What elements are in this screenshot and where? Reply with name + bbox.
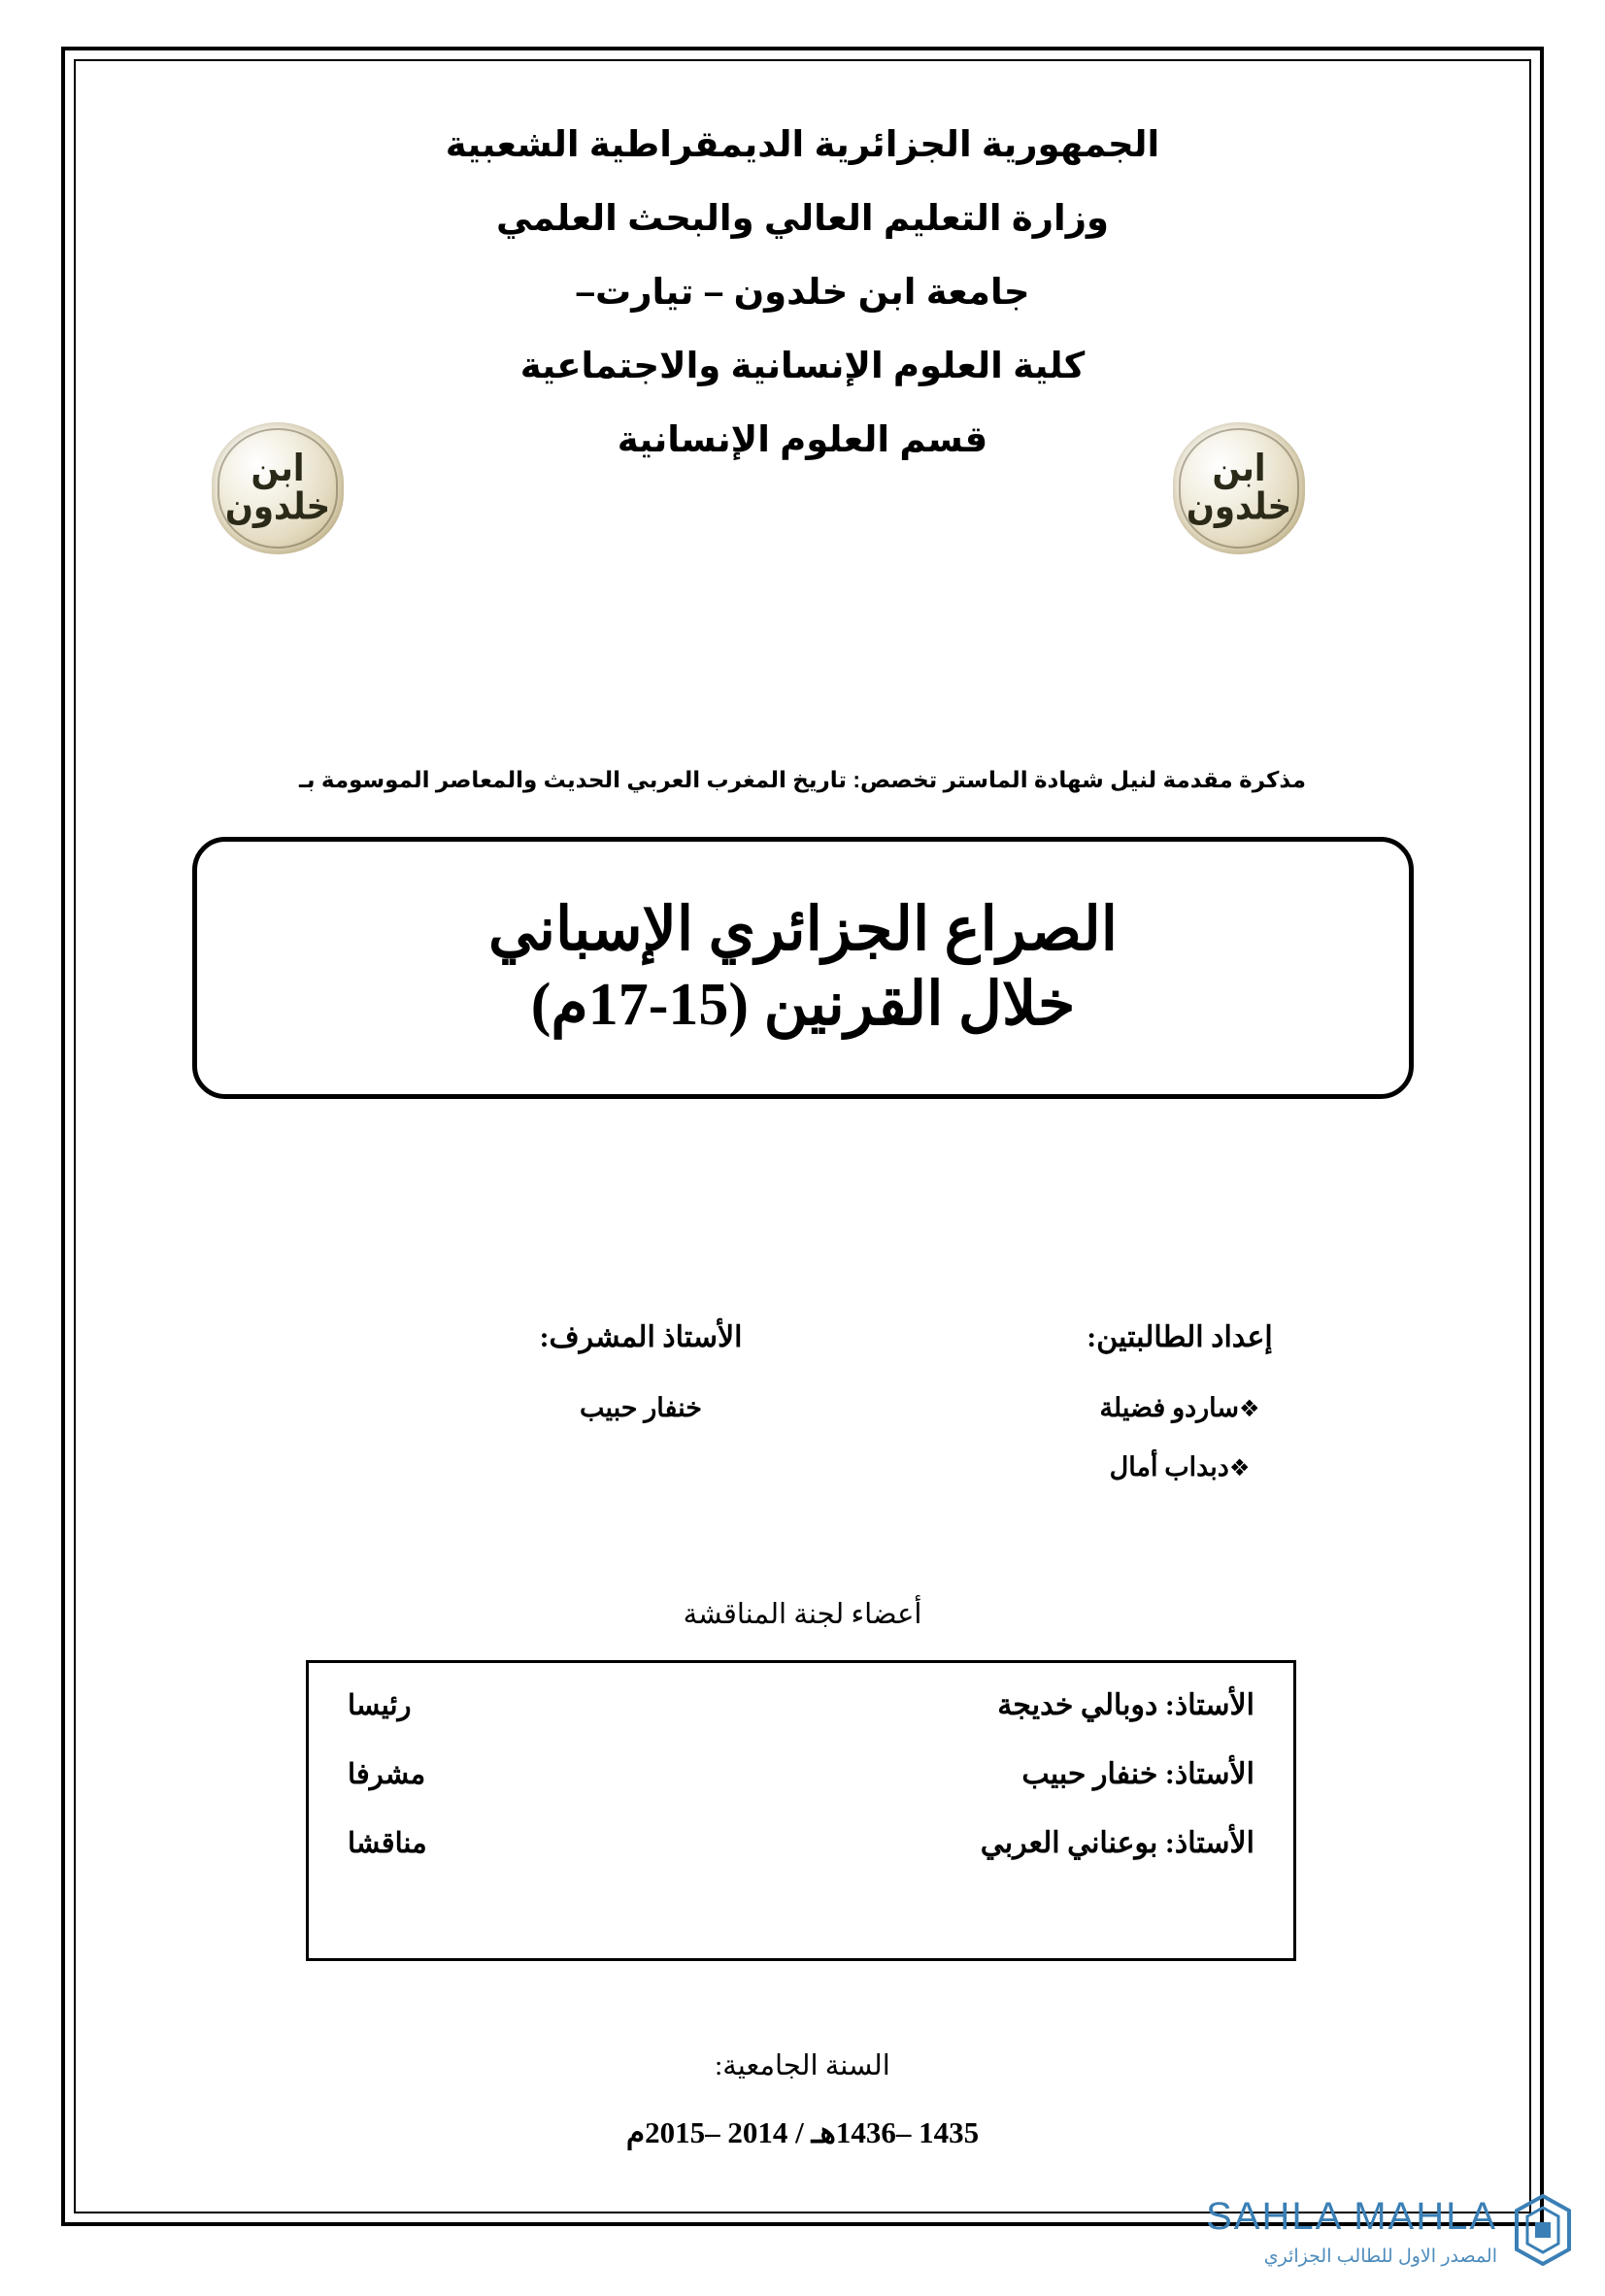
supervisor-heading: الأستاذ المشرف: (539, 1321, 743, 1353)
author-item-2 (879, 1452, 1481, 1482)
authors-column (879, 1320, 1481, 1512)
supervisor-column (388, 1320, 893, 1452)
author-item-1 (879, 1393, 1481, 1423)
author-name-1: ساردو فضيلة (1099, 1393, 1240, 1422)
header-line-department: قسم العلوم الإنسانية (617, 419, 988, 459)
header-line-faculty: كلية العلوم الإنسانية والاجتماعية (519, 346, 1086, 385)
jury-member-name: الأستاذ: بوعناني العربي (980, 1827, 1254, 1859)
bullet-icon: ❖ (1228, 1454, 1251, 1481)
academic-year-section (97, 2048, 1508, 2150)
header-line-university: جامعة ابن خلدون – تيارت– (575, 272, 1030, 312)
jury-row (348, 1826, 1254, 1860)
watermark-logo-icon (1511, 2193, 1575, 2267)
people-section (97, 1320, 1508, 1563)
thesis-title-line-2: خلال القرنين (15-17م) (530, 972, 1076, 1038)
thesis-statement: مذكرة مقدمة لنيل شهادة الماستر تخصص: تاريخ المغرب العربي الحديث والمعاصر الموسومة بـ (299, 767, 1306, 792)
author-name-2: دبداب أمال (1109, 1452, 1229, 1481)
watermark (1173, 2189, 1581, 2296)
header-line-country: الجمهورية الجزائرية الديمقراطية الشعبية (445, 124, 1160, 164)
jury-row (348, 1688, 1254, 1722)
logo-calligraphy-left: ابن خلدون (1186, 447, 1292, 529)
jury-member-name: الأستاذ: دوبالي خديجة (997, 1689, 1254, 1721)
page-content (97, 87, 1508, 2267)
academic-year-value: 1435 –1436هـ / 2014 –2015م (625, 2115, 980, 2149)
institution-header (97, 126, 1508, 495)
jury-member-role: رئيسا (348, 1690, 412, 1721)
header-line-ministry: وزارة التعليم العالي والبحث العلمي (495, 198, 1110, 238)
watermark-tagline: المصدر الاول للطالب الجزائري (1263, 2246, 1497, 2267)
watermark-brand: SAHLA MAHLA (1206, 2195, 1497, 2238)
thesis-title-line-1: الصراع الجزائري الإسباني (488, 896, 1118, 963)
jury-member-role: مشرفا (348, 1759, 426, 1790)
jury-member-role: مناقشا (348, 1828, 427, 1859)
supervisor-name: خنفار حبيب (579, 1393, 702, 1422)
jury-member-name: الأستاذ: خنفار حبيب (1021, 1758, 1254, 1790)
academic-year-label: السنة الجامعية: (715, 2050, 890, 2081)
authors-heading: إعداد الطالبتين: (1087, 1321, 1273, 1353)
jury-table (306, 1660, 1296, 1961)
logo-calligraphy-right: ابن خلدون (224, 447, 331, 529)
bullet-icon: ❖ (1239, 1395, 1260, 1422)
thesis-title-box (192, 837, 1414, 1099)
jury-section-title: أعضاء لجنة المناقشة (683, 1599, 922, 1630)
jury-row (348, 1757, 1254, 1791)
